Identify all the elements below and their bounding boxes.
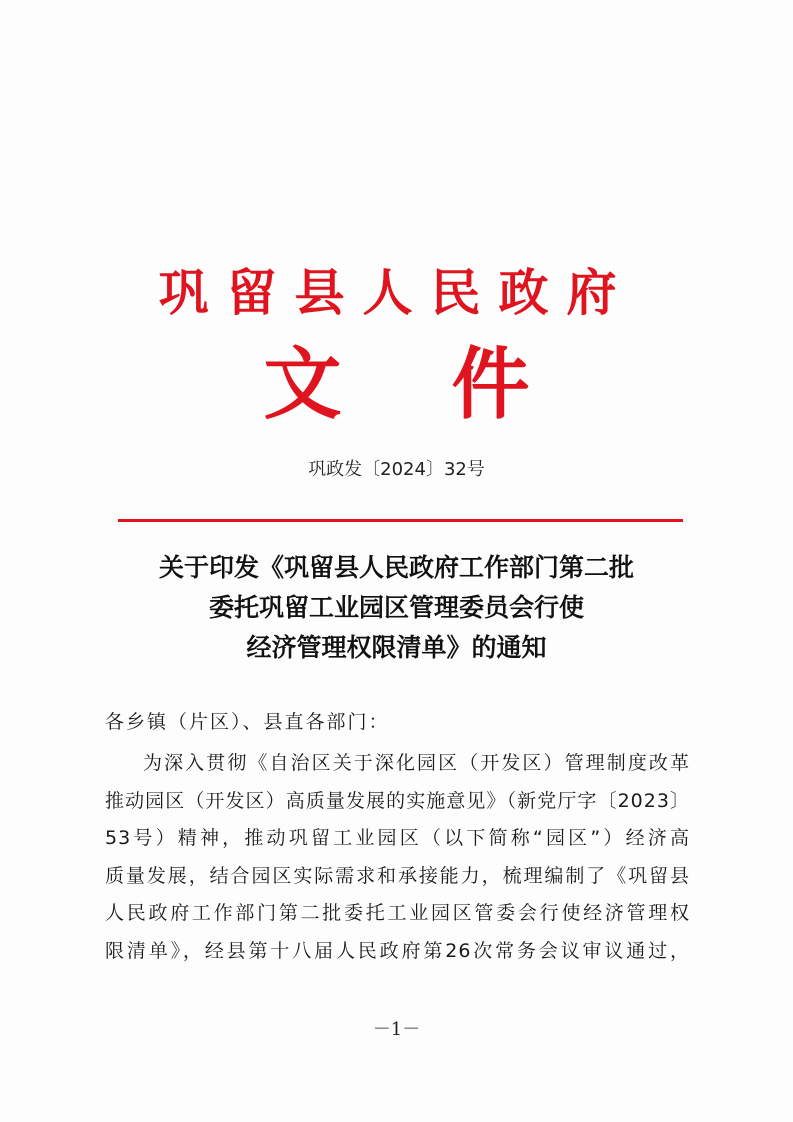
document-number: 巩政发〔2024〕32号	[308, 459, 485, 480]
body-paragraph	[105, 745, 690, 970]
body-line: 推动园区（开发区）高质量发展的实施意见》（新党厅字〔2023〕	[105, 789, 690, 812]
document-label: 文件	[263, 339, 640, 430]
addressee: 各乡镇（片区）、县直各部门：	[105, 711, 390, 733]
body-line: 人民政府工作部门第二批委托工业园区管委会行使经济管理权	[105, 902, 690, 924]
red-separator-line	[118, 519, 683, 522]
title-line: 经济管理权限清单》的通知	[246, 633, 547, 662]
page-number: －1－	[372, 1019, 421, 1040]
issuer-heading: 巩留县人民政府	[158, 263, 635, 322]
notice-title	[80, 548, 713, 668]
body-line: 限清单》，经县第十八届人民政府第26次常务会议审议通过，	[105, 939, 690, 962]
body-line: 质量发展，结合园区实际需求和承接能力，梳理编制了《巩留县	[105, 864, 690, 887]
title-line: 关于印发《巩留县人民政府工作部门第二批	[158, 553, 634, 582]
title-line: 委托巩留工业园区管理委员会行使	[208, 593, 584, 622]
body-line: 53号）精神，推动巩留工业园区（以下简称“园区”）经济高	[105, 827, 690, 849]
body-line: 为深入贯彻《自治区关于深化园区（开发区）管理制度改革	[143, 752, 690, 774]
